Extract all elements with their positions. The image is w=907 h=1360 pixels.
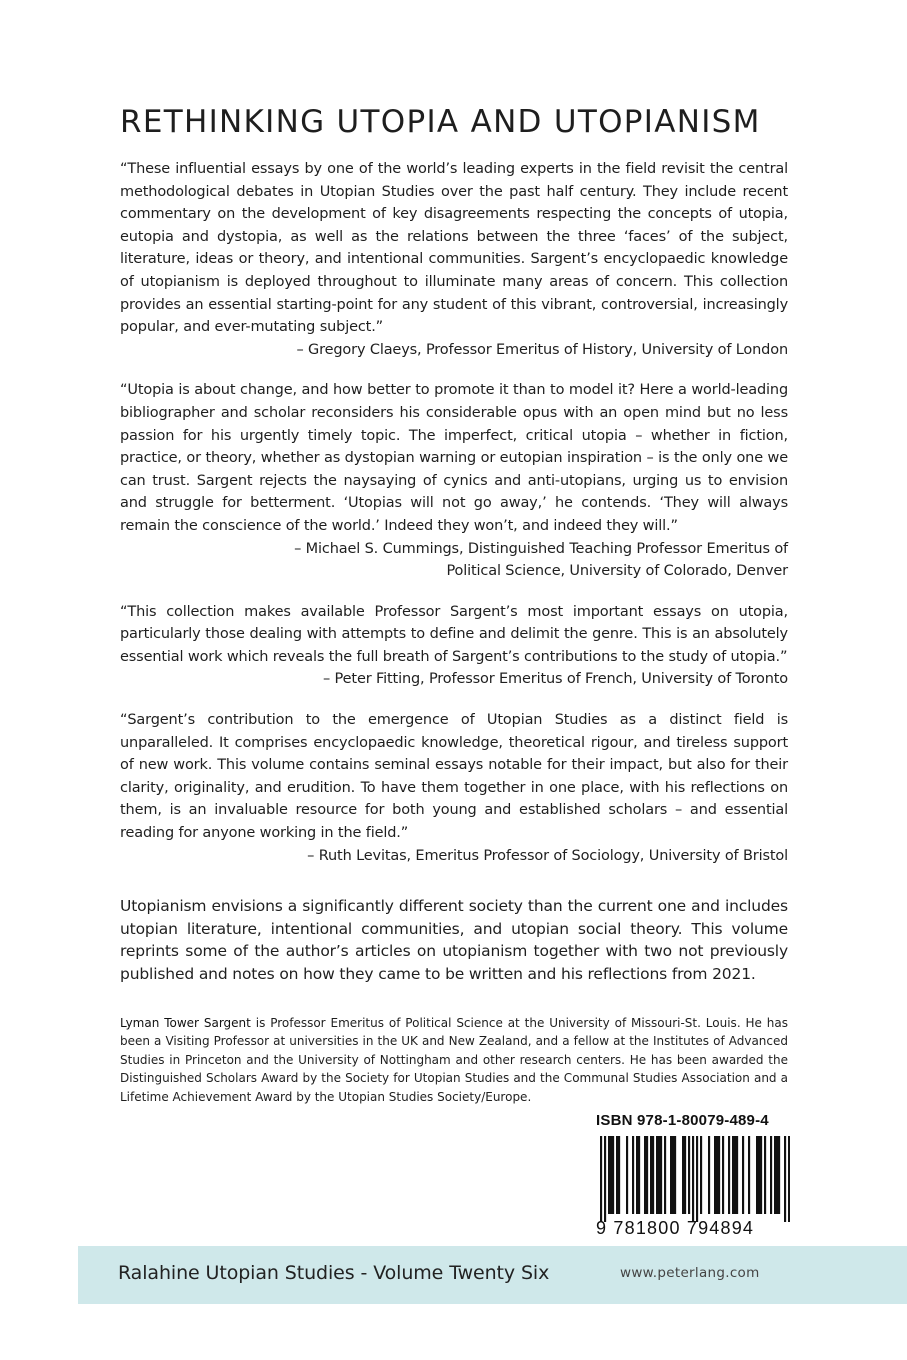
barcode-bar [734, 1136, 736, 1214]
endorsement-levitas [120, 709, 788, 867]
barcode-bar [658, 1136, 660, 1214]
book-description: Utopianism envisions a significantly different society than the current one and includes utopian literature, intentional communities, and utopian social theory. This volume reprints some of the author’s articles on utopianism together with two not previously published and notes on how they came to be written and his reflections from 2021. [120, 897, 788, 983]
barcode-bar [638, 1136, 640, 1214]
barcode-bar [718, 1136, 720, 1214]
barcode-bar [728, 1136, 730, 1214]
barcode-bar [700, 1136, 702, 1214]
barcode-bar [650, 1136, 652, 1214]
barcode-bar [696, 1136, 698, 1222]
barcode-bar [604, 1136, 606, 1222]
barcode-bar [716, 1136, 718, 1214]
endorsement-text: “These influential essays by one of the world’s leading experts in the field revisit the central methodological debates in Utopian Studies over the past half century. They include recent commentary on the development of key disagreements respecting the concepts of utopia, eutopia and dystopia, as well as the relations between the three ‘faces’ of the subject, literature, ideas or theory, and intentional communities. Sargent’s encyclopaedic knowledge of utopianism is deployed throughout to illuminate many areas of concern. This collection provides an essential starting-point for any student of this vibrant, controversial, increasingly popular, and ever-mutating subject.” [120, 161, 788, 336]
barcode-bar [788, 1136, 790, 1222]
endorsement-claeys [120, 158, 788, 361]
endorsement-attribution: – Ruth Levitas, Emeritus Professor of Sociology, University of Bristol [307, 847, 788, 864]
barcode-digits: 9 781800 794894 [596, 1218, 755, 1238]
barcode-bar [644, 1136, 646, 1214]
endorsement-text: “Sargent’s contribution to the emergence of Utopian Studies as a distinct field is unparalleled. It comprises encyclopaedic knowledge, theoretical rigour, and tireless support of new work. This volume contains seminal essays notable for their impact, but also for their clarity, originality, and erudition. To have them together in one place, with his reflections on them, is an invaluable resource for both young and established scholars – and essential reading for anyone working in the field.” [120, 712, 788, 842]
endorsement-text: “Utopia is about change, and how better to promote it than to model it? Here a world-leading bibliographer and scholar reconsiders his considerable opus with an open mind but no less passion for his urgently timely topic. The imperfect, critical utopia – whether in fiction, practice, or theory, whether as dystopian warning or eutopian inspiration – is the only one we can trust. Sargent rejects the naysaying of cynics and anti-utopians, urging us to envision and struggle for betterment. ‘Utopias will not go away,’ he contends. ‘They will always remain the conscience of the world.’ Indeed they won’t, and indeed they will.” [120, 382, 788, 534]
endorsement-attribution: – Michael S. Cummings, Distinguished Teaching Professor Emeritus of [294, 540, 788, 557]
barcode-bar [610, 1136, 612, 1214]
barcode-bar [758, 1136, 760, 1214]
barcode-bar [670, 1136, 672, 1214]
barcode-bar [688, 1136, 690, 1214]
series-footer [78, 1246, 907, 1304]
endorsement-cummings [120, 379, 788, 582]
barcode-bar [636, 1136, 638, 1214]
barcode-bar [616, 1136, 618, 1214]
barcode-bar [692, 1136, 694, 1222]
barcode-bar [612, 1136, 614, 1214]
barcode-bar [748, 1136, 750, 1214]
barcode-bar [778, 1136, 780, 1214]
isbn-label: ISBN 978-1-80079-489-4 [596, 1112, 769, 1129]
endorsement-fitting [120, 601, 788, 691]
barcode-bar [774, 1136, 776, 1214]
barcode-bar [742, 1136, 744, 1214]
barcode-bar [656, 1136, 658, 1214]
barcode-bar [714, 1136, 716, 1214]
barcode-bar [736, 1136, 738, 1214]
barcode-bar [608, 1136, 610, 1214]
barcode-bar [764, 1136, 766, 1214]
barcode-bar [732, 1136, 734, 1214]
publisher-website: www.peterlang.com [620, 1265, 760, 1281]
barcode-bar [682, 1136, 684, 1214]
author-name: Lyman Tower Sargent [120, 1015, 251, 1030]
barcode-bar [684, 1136, 686, 1214]
barcode-bar [600, 1136, 602, 1222]
isbn-barcode [596, 1112, 796, 1240]
barcode-bars [600, 1136, 790, 1222]
barcode-bar [652, 1136, 654, 1214]
barcode-bar [660, 1136, 662, 1214]
author-bio-text: is Professor Emeritus of Political Science at the University of Missouri-St. Louis. He has been a Visiting Professor at universities in the UK and New Zealand, and a fellow at the Institutes of Advanced Studies in Princeton and the University of Nottingham and other research centers. He has been awarded the Distinguished Scholars Award by the Society for Utopian Studies and the Communal Studies Association and a Lifetime Achievement Award by the Utopian Studies Society/Europe. [120, 1015, 788, 1104]
back-cover-text [120, 158, 788, 1119]
series-title: Ralahine Utopian Studies - Volume Twenty Six [118, 1262, 550, 1284]
barcode-bar [708, 1136, 710, 1214]
endorsement-attribution-line-2: Political Science, University of Colorado, Denver [446, 563, 788, 580]
barcode-bar [672, 1136, 674, 1214]
barcode-bar [646, 1136, 648, 1214]
barcode-bar [770, 1136, 772, 1214]
author-bio [120, 1014, 788, 1107]
barcode-bar [722, 1136, 724, 1214]
barcode-bar [626, 1136, 628, 1214]
endorsement-attribution: – Peter Fitting, Professor Emeritus of French, University of Toronto [323, 671, 788, 688]
endorsement-attribution: – Gregory Claeys, Professor Emeritus of History, University of London [296, 341, 788, 358]
barcode-bar [756, 1136, 758, 1214]
barcode-bar [674, 1136, 676, 1214]
barcode-bar [632, 1136, 634, 1214]
barcode-bar [784, 1136, 786, 1222]
barcode-bar [618, 1136, 620, 1214]
barcode-bar [760, 1136, 762, 1214]
barcode-bar [664, 1136, 666, 1214]
barcode-bar [776, 1136, 778, 1214]
endorsement-text: “This collection makes available Professor Sargent’s most important essays on utopia, particularly those dealing with attempts to define and delimit the genre. This is an absolutely essential work which reveals the full breath of Sargent’s contributions to the study of utopia.” [120, 603, 788, 665]
book-title: RETHINKING UTOPIA AND UTOPIANISM [120, 104, 761, 140]
